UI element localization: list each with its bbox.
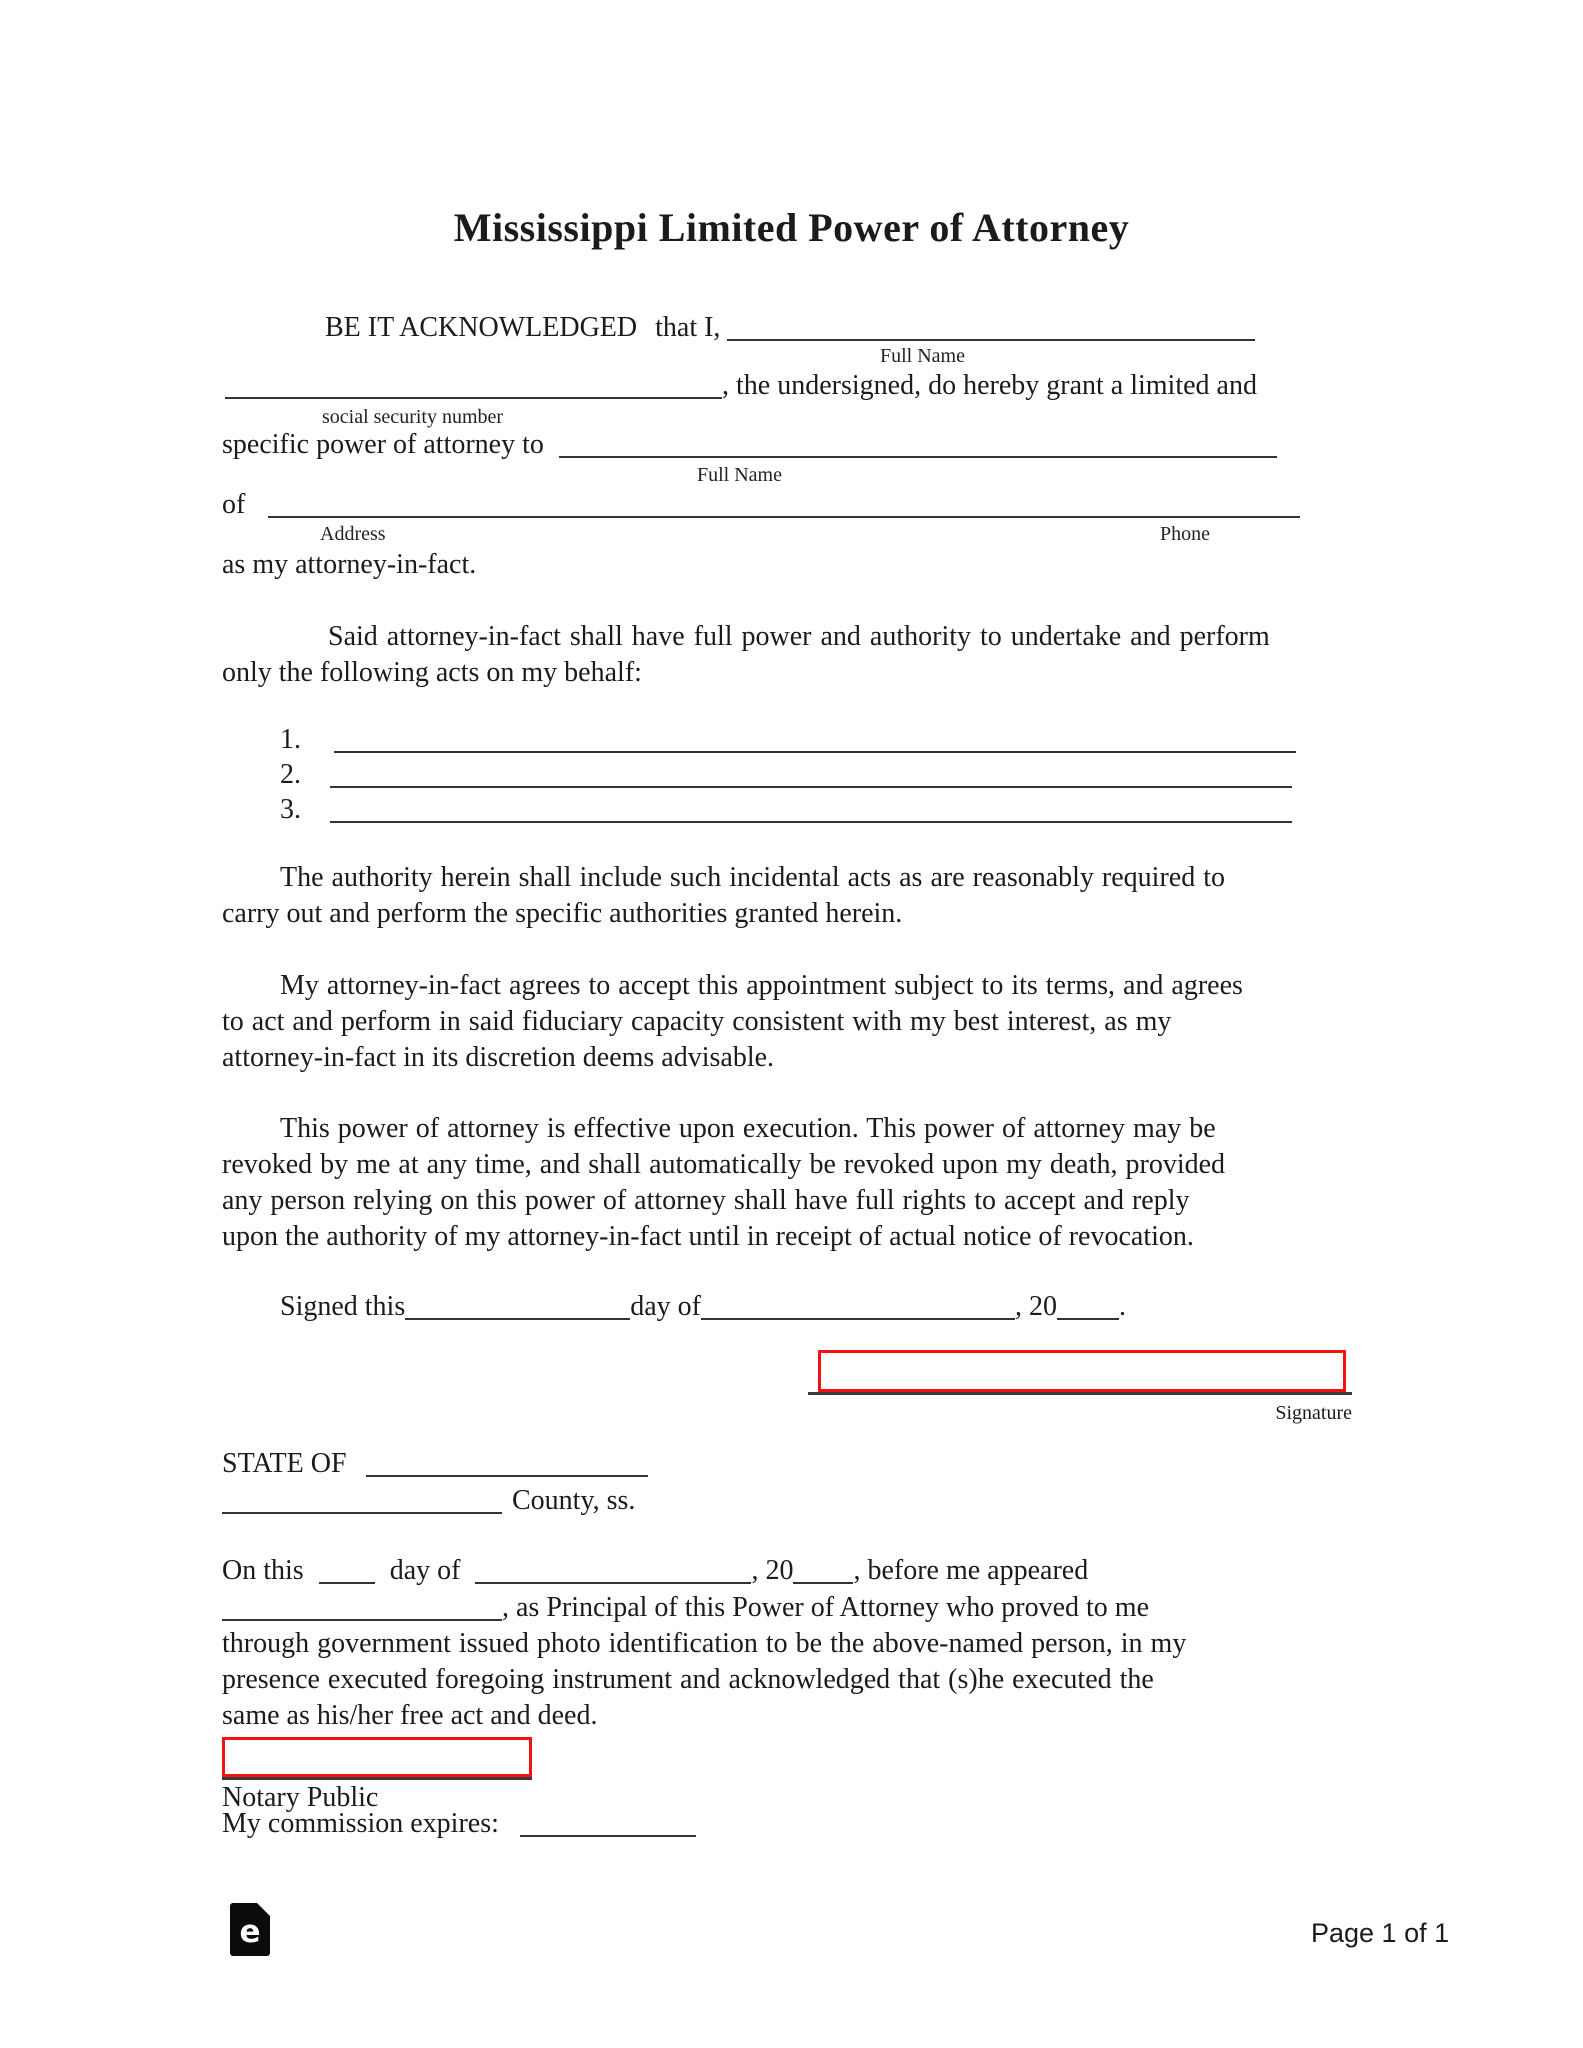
agreement-line-1: My attorney-in-fact agrees to accept this appointment subject to its terms, and agrees <box>280 970 1243 1001</box>
notary-comma-20-text: , 20 <box>751 1555 794 1586</box>
act-number-1: 1. <box>280 724 301 755</box>
on-this-line <box>222 1555 1088 1587</box>
ssn-blank[interactable] <box>225 395 722 399</box>
agreement-line-2: to act and perform in said fiduciary capacity consistent with my best interest, as my <box>222 1006 1172 1037</box>
signature-field-highlight[interactable] <box>818 1350 1346 1392</box>
full-name-label: Full Name <box>880 345 965 367</box>
notary-signature-field-highlight[interactable] <box>222 1737 532 1777</box>
signed-this-text: Signed this <box>280 1291 406 1322</box>
effective-line-4: upon the authority of my attorney-in-fact until in receipt of actual notice of revocation. <box>222 1221 1194 1252</box>
signature-label: Signature <box>1275 1402 1352 1424</box>
notary-body-line-3: same as his/her free act and deed. <box>222 1700 598 1731</box>
principal-line <box>222 1592 1149 1624</box>
signature-line <box>808 1392 1352 1395</box>
effective-line-1: This power of attorney is effective upon execution. This power of attorney may be <box>280 1113 1216 1144</box>
authority-line-1: The authority herein shall include such incidental acts as are reasonably required to <box>280 862 1225 893</box>
signed-month-blank[interactable] <box>701 1316 1015 1320</box>
acts-intro-line-2: only the following acts on my behalf: <box>222 657 642 688</box>
grant-to-line <box>222 429 1277 461</box>
that-i-text: that I, <box>655 312 721 343</box>
commission-text: My commission expires: <box>222 1808 499 1839</box>
commission-date-blank[interactable] <box>520 1833 696 1837</box>
act-blank-3[interactable] <box>330 819 1292 823</box>
notary-public-label: Notary Public <box>222 1782 379 1813</box>
day-of-text: day of <box>630 1291 701 1322</box>
eforms-logo <box>230 1903 270 1956</box>
signed-line <box>280 1291 1126 1323</box>
undersigned-text: , the undersigned, do hereby grant a limited and <box>722 370 1257 401</box>
signed-day-blank[interactable] <box>405 1316 630 1320</box>
page-number: Page 1 of 1 <box>1311 1918 1450 1948</box>
acknowledged-line <box>325 312 1255 344</box>
acts-intro-line-1: Said attorney-in-fact shall have full power and authority to undertake and perform <box>328 621 1270 652</box>
act-number-2: 2. <box>280 759 301 790</box>
grant-to-text: specific power of attorney to <box>222 429 544 460</box>
period-text: . <box>1119 1291 1126 1322</box>
authority-line-2: carry out and perform the specific authorities granted herein. <box>222 898 903 929</box>
state-of-line <box>222 1448 648 1480</box>
notary-day-blank[interactable] <box>319 1580 375 1584</box>
undersigned-line <box>225 370 1257 402</box>
ssn-label: social security number <box>322 406 504 428</box>
effective-line-2: revoked by me at any time, and shall automatically be revoked upon my death, provided <box>222 1149 1226 1180</box>
of-text: of <box>222 489 246 520</box>
notary-body-line-1: through government issued photo identification to be the above-named person, in my <box>222 1628 1187 1659</box>
county-line <box>222 1485 635 1517</box>
address-line <box>222 489 1300 521</box>
agreement-line-3: attorney-in-fact in its discretion deems advisable. <box>222 1042 775 1073</box>
comma-20-text: , 20 <box>1015 1291 1057 1322</box>
act-item-3 <box>280 794 1292 826</box>
be-it-acknowledged-text: BE IT ACKNOWLEDGED <box>325 312 638 343</box>
principal-text: , as Principal of this Power of Attorney who proved to me <box>502 1592 1150 1623</box>
attorney-in-fact-text: as my attorney-in-fact. <box>222 549 477 580</box>
agent-full-name-label: Full Name <box>697 464 782 486</box>
notary-body-line-2: presence executed foregoing instrument and acknowledged that (s)he executed the <box>222 1664 1154 1695</box>
notary-year-blank[interactable] <box>793 1580 853 1584</box>
on-this-text: On this <box>222 1555 304 1586</box>
eforms-logo-letter: e <box>239 1914 261 1950</box>
appeared-name-blank[interactable] <box>222 1617 502 1621</box>
before-me-text: , before me appeared <box>853 1555 1089 1586</box>
county-blank[interactable] <box>222 1510 502 1514</box>
act-item-2 <box>280 759 1292 791</box>
act-blank-2[interactable] <box>330 784 1292 788</box>
document-title: Mississippi Limited Power of Attorney <box>453 205 1130 250</box>
address-label: Address <box>320 523 386 545</box>
county-ss-text: County, ss. <box>512 1485 636 1516</box>
act-number-3: 3. <box>280 794 301 825</box>
phone-label: Phone <box>1160 523 1210 545</box>
commission-line <box>222 1808 696 1840</box>
agent-name-blank[interactable] <box>559 454 1277 458</box>
state-blank[interactable] <box>366 1473 648 1477</box>
signed-year-blank[interactable] <box>1057 1316 1119 1320</box>
notary-month-blank[interactable] <box>475 1580 751 1584</box>
act-blank-1[interactable] <box>334 749 1296 753</box>
address-blank[interactable] <box>268 514 1300 518</box>
notary-signature-line <box>222 1777 532 1780</box>
effective-line-3: any person relying on this power of attorney shall have full rights to accept and reply <box>222 1185 1190 1216</box>
notary-day-of-text: day of <box>389 1555 461 1586</box>
state-of-text: STATE OF <box>222 1448 347 1479</box>
act-item-1 <box>280 724 1296 756</box>
principal-name-blank[interactable] <box>727 337 1255 341</box>
